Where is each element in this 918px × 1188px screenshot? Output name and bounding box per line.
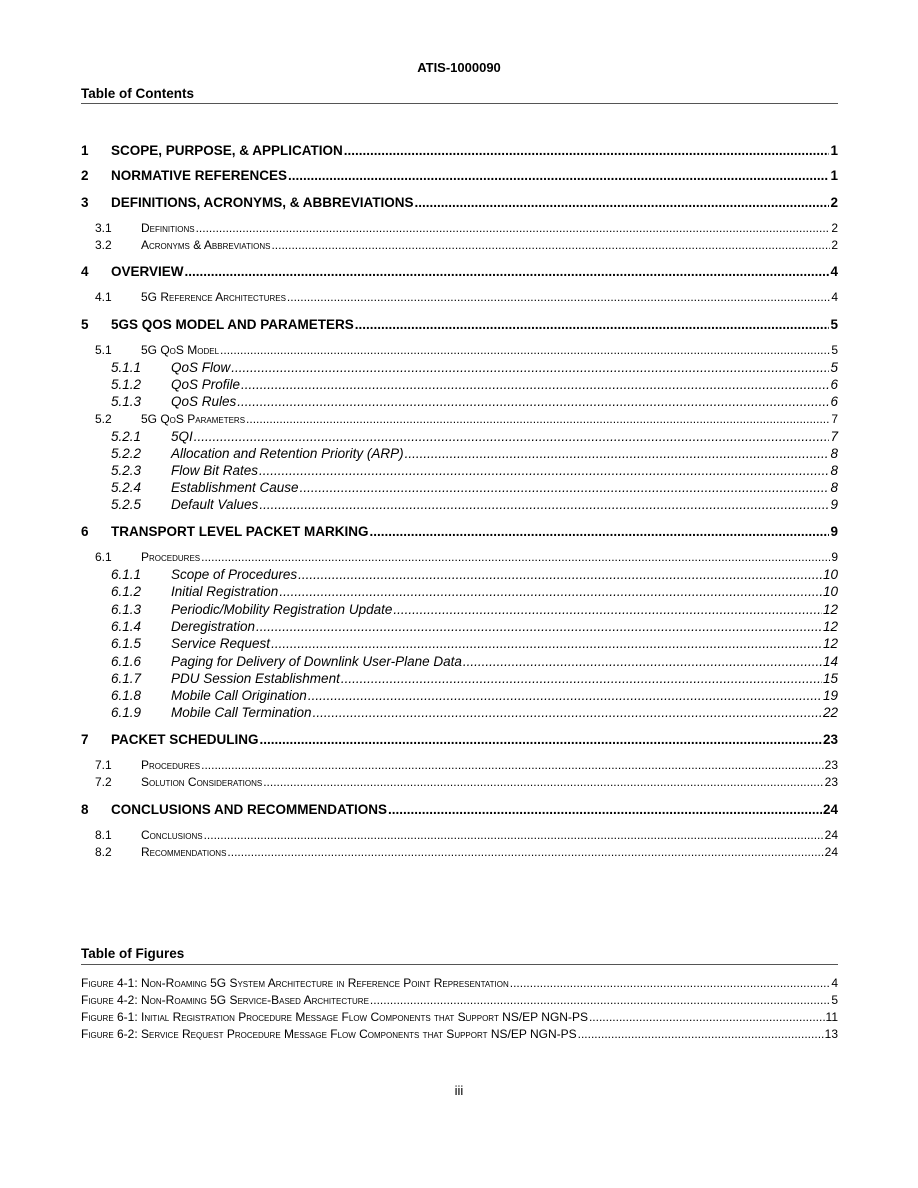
toc-entry-title: 5G Reference Architectures <box>141 290 286 304</box>
toc-entry-page: 24 <box>824 828 838 842</box>
toc-entry-title: Deregistration <box>171 619 256 634</box>
toc-entry-page: 24 <box>822 802 838 817</box>
toc-entry[interactable] <box>81 344 838 356</box>
toc-entry[interactable] <box>81 829 838 841</box>
figure-entry-page: 4 <box>831 976 838 990</box>
toc-dot-leader <box>288 169 829 183</box>
toc-dot-leader <box>204 829 824 841</box>
toc-dot-leader <box>196 222 831 234</box>
toc-entry-title: QoS Flow <box>171 360 231 375</box>
figure-entry-page: 5 <box>831 993 838 1007</box>
toc-entry-page: 23 <box>824 775 838 789</box>
toc-dot-leader <box>279 585 822 599</box>
toc-entry[interactable] <box>81 378 838 392</box>
figure-dot-leader <box>510 977 831 989</box>
toc-entry-title: NORMATIVE REFERENCES <box>111 168 288 183</box>
toc-dot-leader <box>259 464 829 478</box>
toc-dot-leader <box>370 525 830 539</box>
toc-entry-title: Definitions <box>141 221 195 235</box>
toc-dot-leader <box>271 239 830 251</box>
toc-entry-page: 4 <box>830 264 838 279</box>
toc-entry-title: TRANSPORT LEVEL PACKET MARKING <box>111 524 369 539</box>
toc-entry-page: 19 <box>822 688 838 703</box>
toc-entry-number: 3.1 <box>95 221 112 235</box>
figure-entry[interactable] <box>81 1028 838 1040</box>
toc-entry-number: 4 <box>81 264 89 279</box>
toc-entry-number: 6.1.1 <box>111 567 142 582</box>
figure-entry-title: Figure 6-1: Initial Registration Procedure Message Flow Components that Support NS/EP NGN-PS <box>81 1010 588 1024</box>
figure-dot-leader <box>578 1028 824 1040</box>
toc-entry-number: 5.1.3 <box>111 394 142 409</box>
figure-entry[interactable] <box>81 994 838 1006</box>
toc-dot-leader <box>298 568 822 582</box>
toc-dot-leader <box>300 481 830 495</box>
toc-entry-number: 5.2.3 <box>111 463 142 478</box>
toc-entry-page: 5 <box>830 360 838 375</box>
toc-dot-leader <box>227 846 823 858</box>
toc-entry-page: 5 <box>830 317 838 332</box>
toc-entry-page: 1 <box>830 143 838 158</box>
toc-entry[interactable] <box>81 551 838 563</box>
toc-entry-number: 2 <box>81 168 89 183</box>
figure-dot-leader <box>589 1011 825 1023</box>
toc-dot-leader <box>313 706 822 720</box>
toc-entry-page: 7 <box>830 429 838 444</box>
toc-entry-number: 5.1.1 <box>111 360 142 375</box>
toc-entry-page: 23 <box>824 758 838 772</box>
toc-dot-leader <box>463 655 822 669</box>
toc-entry-number: 8 <box>81 802 89 817</box>
toc-entry[interactable] <box>81 481 838 495</box>
toc-entry-page: 8 <box>830 446 838 461</box>
toc-entry[interactable] <box>81 689 838 703</box>
toc-entry[interactable] <box>81 637 838 651</box>
toc-entry[interactable] <box>81 672 838 686</box>
toc-entry-page: 5 <box>831 343 838 357</box>
toc-heading-rule <box>81 103 838 104</box>
toc-entry-number: 5.2.2 <box>111 446 142 461</box>
toc-dot-leader <box>287 291 830 303</box>
document-id: ATIS-1000090 <box>417 60 501 75</box>
toc-entry[interactable] <box>81 430 838 444</box>
toc-entry[interactable] <box>81 361 838 375</box>
toc-entry-title: QoS Rules <box>171 394 237 409</box>
toc-entry[interactable] <box>81 776 838 788</box>
toc-entry-title: Mobile Call Termination <box>171 705 312 720</box>
toc-entry-number: 7.1 <box>95 758 112 772</box>
toc-entry-title: CONCLUSIONS AND RECOMMENDATIONS <box>111 802 387 817</box>
toc-entry[interactable] <box>81 464 838 478</box>
toc-entry-page: 2 <box>830 195 838 210</box>
toc-dot-leader <box>263 776 823 788</box>
toc-entry-number: 4.1 <box>95 290 112 304</box>
toc-dot-leader <box>194 430 830 444</box>
toc-entry-page: 9 <box>831 550 838 564</box>
toc-entry-title: Initial Registration <box>171 584 279 599</box>
toc-entry-number: 6.1.3 <box>111 602 142 617</box>
toc-entry-number: 5.2.1 <box>111 429 142 444</box>
toc-entry-page: 10 <box>822 584 838 599</box>
figure-entry[interactable] <box>81 977 838 989</box>
toc-entry-page: 9 <box>830 524 838 539</box>
toc-entry-number: 7 <box>81 732 89 747</box>
toc-entry-page: 12 <box>822 636 838 651</box>
toc-entry-title: Default Values <box>171 497 259 512</box>
toc-entry-number: 8.2 <box>95 845 112 859</box>
toc-entry-page: 12 <box>822 619 838 634</box>
toc-entry-title: 5GS QOS MODEL AND PARAMETERS <box>111 317 354 332</box>
toc-entry[interactable] <box>81 291 838 303</box>
figure-entry-page: 11 <box>825 1010 838 1024</box>
toc-entry-page: 23 <box>822 732 838 747</box>
toc-entry-page: 14 <box>822 654 838 669</box>
toc-dot-leader <box>220 344 830 356</box>
toc-entry-number: 8.1 <box>95 828 112 842</box>
toc-entry-title: Recommendations <box>141 845 227 859</box>
toc-dot-leader <box>344 144 830 158</box>
toc-entry-number: 6.1.2 <box>111 584 142 599</box>
toc-entry[interactable] <box>81 413 838 425</box>
toc-entry-title: 5G QoS Model <box>141 343 220 357</box>
toc-entry-page: 2 <box>831 221 838 235</box>
toc-entry-page: 8 <box>830 463 838 478</box>
toc-entry-title: Procedures <box>141 550 201 564</box>
toc-entry[interactable] <box>81 733 838 747</box>
toc-entry-title: Service Request <box>171 636 271 651</box>
figure-entry-title: Figure 6-2: Service Request Procedure Message Flow Components that Support NS/EP NGN-PS <box>81 1027 577 1041</box>
toc-dot-leader <box>259 498 829 512</box>
toc-entry-page: 12 <box>822 602 838 617</box>
toc-dot-leader <box>246 413 830 425</box>
toc-entry[interactable] <box>81 568 838 582</box>
toc-entry[interactable] <box>81 620 838 634</box>
toc-entry-title: 5G QoS Parameters <box>141 412 246 426</box>
toc-entry-number: 3 <box>81 195 89 210</box>
toc-entry-title: Conclusions <box>141 828 203 842</box>
toc-entry-title: PDU Session Establishment <box>171 671 340 686</box>
toc-entry-page: 9 <box>830 497 838 512</box>
toc-entry-title: Flow Bit Rates <box>171 463 259 478</box>
toc-entry[interactable] <box>81 447 838 461</box>
toc-dot-leader <box>256 620 822 634</box>
toc-dot-leader <box>388 803 822 817</box>
toc-dot-leader <box>415 196 830 210</box>
toc-entry[interactable] <box>81 265 838 279</box>
figure-entry-title: Figure 4-1: Non-Roaming 5G System Architecture in Reference Point Representation <box>81 976 509 990</box>
toc-entry-number: 6.1.7 <box>111 671 142 686</box>
toc-entry-page: 8 <box>830 480 838 495</box>
toc-entry-number: 5.2 <box>95 412 112 426</box>
toc-entry[interactable] <box>81 585 838 599</box>
toc-dot-leader <box>393 603 822 617</box>
toc-entry-number: 6.1.6 <box>111 654 142 669</box>
toc-entry-number: 6.1.8 <box>111 688 142 703</box>
toc-entry-title: OVERVIEW <box>111 264 184 279</box>
toc-entry[interactable] <box>81 395 838 409</box>
toc-entry[interactable] <box>81 803 838 817</box>
toc-entry-number: 5.2.5 <box>111 497 142 512</box>
toc-entry-page: 6 <box>830 377 838 392</box>
toc-entry[interactable] <box>81 706 838 720</box>
toc-entry-page: 7 <box>831 412 838 426</box>
toc-dot-leader <box>237 395 829 409</box>
toc-entry-number: 6.1.9 <box>111 705 142 720</box>
figure-dot-leader <box>370 994 830 1006</box>
toc-entry[interactable] <box>81 144 838 158</box>
toc-dot-leader <box>201 759 824 771</box>
toc-entry-number: 1 <box>81 143 89 158</box>
toc-entry-title: DEFINITIONS, ACRONYMS, & ABBREVIATIONS <box>111 195 414 210</box>
toc-dot-leader <box>241 378 829 392</box>
toc-entry-title: Acronyms & Abbreviations <box>141 238 271 252</box>
toc-entry[interactable] <box>81 759 838 771</box>
tof-heading: Table of Figures <box>81 946 185 961</box>
toc-entry[interactable] <box>81 239 838 251</box>
toc-entry[interactable] <box>81 498 838 512</box>
toc-entry[interactable] <box>81 603 838 617</box>
toc-entry-title: Scope of Procedures <box>171 567 298 582</box>
toc-entry-page: 15 <box>822 671 838 686</box>
toc-entry[interactable] <box>81 655 838 669</box>
tof-heading-rule <box>81 964 838 965</box>
toc-dot-leader <box>231 361 829 375</box>
toc-entry-page: 6 <box>830 394 838 409</box>
toc-dot-leader <box>271 637 822 651</box>
toc-entry-title: PACKET SCHEDULING <box>111 732 259 747</box>
toc-entry-number: 7.2 <box>95 775 112 789</box>
toc-entry-number: 3.2 <box>95 238 112 252</box>
toc-entry[interactable] <box>81 222 838 234</box>
figure-entry-page: 13 <box>824 1027 838 1041</box>
toc-entry-number: 6.1 <box>95 550 112 564</box>
toc-dot-leader <box>355 318 830 332</box>
figure-entry-title: Figure 4-2: Non-Roaming 5G Service-Based Architecture <box>81 993 369 1007</box>
toc-entry-page: 10 <box>822 567 838 582</box>
toc-entry-title: SCOPE, PURPOSE, & APPLICATION <box>111 143 343 158</box>
toc-entry[interactable] <box>81 169 838 183</box>
toc-entry-title: Allocation and Retention Priority (ARP) <box>171 446 404 461</box>
toc-entry-title: QoS Profile <box>171 377 241 392</box>
toc-entry-title: Paging for Delivery of Downlink User-Plane Data <box>171 654 462 669</box>
toc-entry-number: 6.1.4 <box>111 619 142 634</box>
toc-dot-leader <box>201 551 830 563</box>
toc-entry-number: 5 <box>81 317 89 332</box>
toc-dot-leader <box>308 689 822 703</box>
toc-entry-title: Mobile Call Origination <box>171 688 307 703</box>
toc-entry[interactable] <box>81 525 838 539</box>
toc-entry-title: Periodic/Mobility Registration Update <box>171 602 393 617</box>
toc-dot-leader <box>341 672 822 686</box>
toc-entry-number: 6.1.5 <box>111 636 142 651</box>
toc-dot-leader <box>185 265 830 279</box>
toc-entry-title: Solution Considerations <box>141 775 263 789</box>
toc-entry[interactable] <box>81 196 838 210</box>
toc-entry-page: 2 <box>831 238 838 252</box>
toc-entry-page: 22 <box>822 705 838 720</box>
toc-dot-leader <box>405 447 830 461</box>
figure-entry[interactable] <box>81 1011 838 1023</box>
toc-entry-number: 5.1.2 <box>111 377 142 392</box>
toc-entry-title: 5QI <box>171 429 193 444</box>
toc-entry-number: 6 <box>81 524 89 539</box>
toc-entry-title: Establishment Cause <box>171 480 299 495</box>
toc-entry-number: 5.2.4 <box>111 480 142 495</box>
toc-entry-page: 4 <box>831 290 838 304</box>
toc-entry-number: 5.1 <box>95 343 112 357</box>
toc-entry-page: 1 <box>830 168 838 183</box>
toc-entry[interactable] <box>81 846 838 858</box>
toc-entry-title: Procedures <box>141 758 201 772</box>
toc-heading: Table of Contents <box>81 86 194 101</box>
toc-entry-page: 24 <box>824 845 838 859</box>
page-number: iii <box>454 1083 464 1098</box>
toc-entry[interactable] <box>81 318 838 332</box>
toc-dot-leader <box>260 733 822 747</box>
